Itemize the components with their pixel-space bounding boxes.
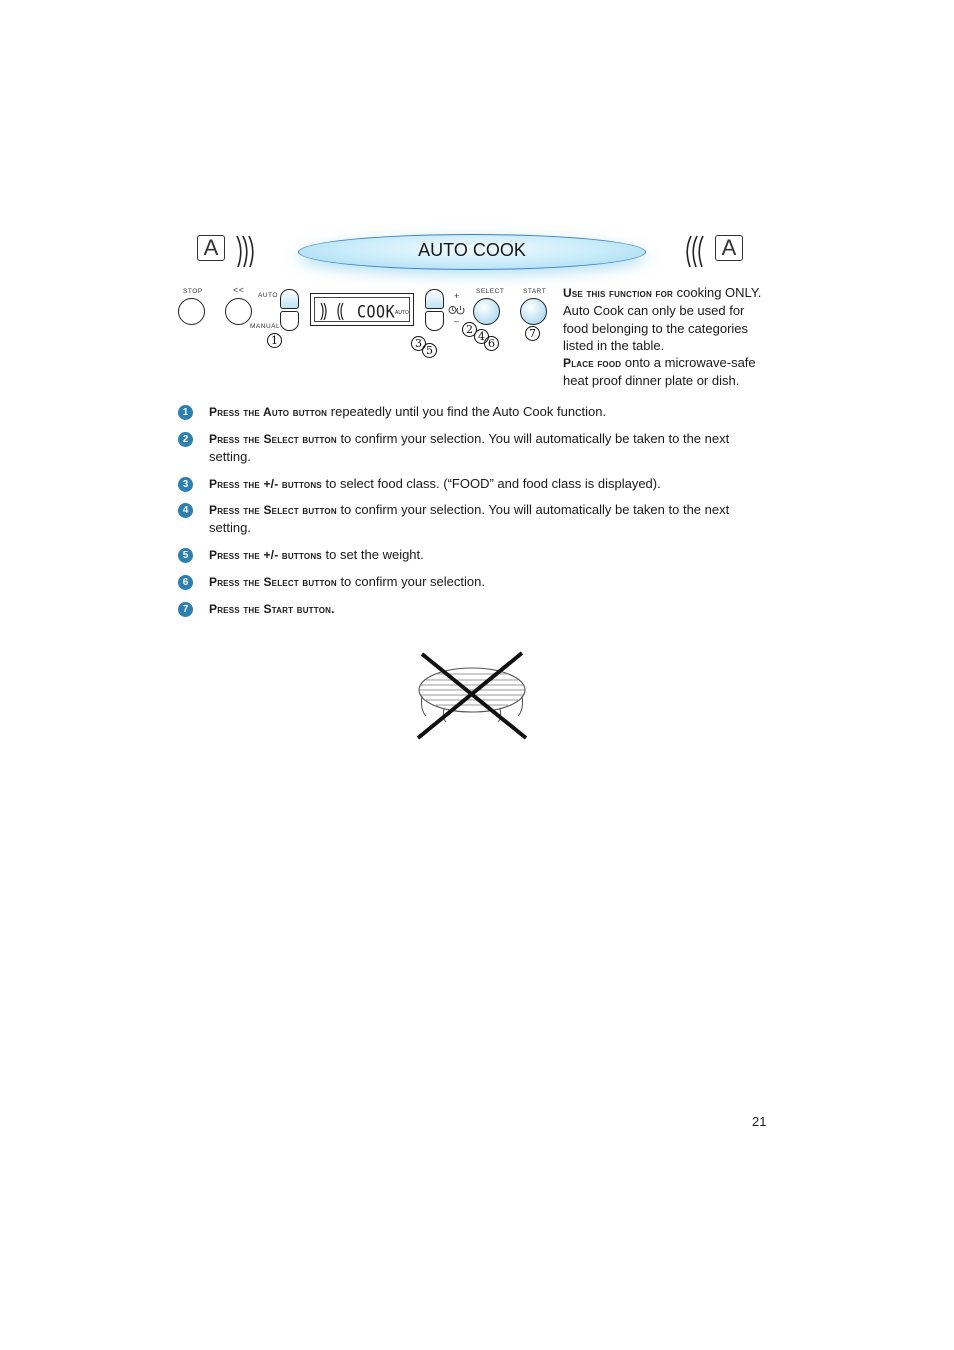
step-text <box>209 403 769 421</box>
step-lead: Press the Select button <box>209 575 337 589</box>
page-title: AUTO COOK <box>418 240 526 260</box>
step-body: to select food class. (“FOOD” and food class is displayed). <box>325 476 661 491</box>
auto-badge-right-icon <box>715 235 743 261</box>
callout-number: 2 <box>462 322 477 337</box>
step-body: to set the weight. <box>325 547 424 562</box>
step-text <box>209 501 769 537</box>
callout-1 <box>267 333 282 348</box>
clock-power-icon <box>448 305 466 315</box>
minus-label: – <box>454 316 460 326</box>
page-number: 21 <box>752 1114 767 1129</box>
step-text <box>209 430 769 466</box>
microwave-waves-right-icon <box>682 234 706 270</box>
step-number: 3 <box>178 477 193 492</box>
manual-button[interactable] <box>280 311 299 331</box>
callout-number: 7 <box>525 326 540 341</box>
select-button[interactable] <box>473 298 500 325</box>
select-label: SELECT <box>476 288 505 295</box>
step-text <box>209 600 769 618</box>
step-number: 1 <box>178 405 193 420</box>
step-lead: Press the Select button <box>209 503 337 517</box>
step-body: repeatedly until you find the Auto Cook function. <box>330 404 607 419</box>
minus-button[interactable] <box>425 311 444 331</box>
microwave-waves-left-icon <box>234 234 258 270</box>
callout-5 <box>422 343 437 358</box>
callout-number: 6 <box>484 336 499 351</box>
lcd-text: COOK <box>357 302 396 322</box>
intro-p2-rest: onto a microwave-safe heat proof dinner plate or dish. <box>563 355 756 389</box>
step-body: to confirm your selection. You will automatically be taken to the next setting. <box>209 431 730 464</box>
auto-badge-left-icon <box>197 235 225 261</box>
auto-button[interactable] <box>280 289 299 309</box>
stop-button[interactable] <box>178 298 205 325</box>
intro-p1-lead: Use this function for <box>563 286 673 300</box>
auto-badge-letter: A <box>203 235 219 260</box>
auto-manual-rocker[interactable] <box>280 289 299 331</box>
auto-label: AUTO <box>258 292 278 299</box>
intro-p1-rest: cooking ONLY. Auto Cook can only be used for food belonging to the categories listed in the table. <box>563 285 762 353</box>
step-lead: Press the Select button <box>209 432 337 446</box>
stop-label: STOP <box>183 288 203 295</box>
callout-7 <box>525 326 540 341</box>
callout-number: 3 <box>411 336 426 351</box>
step-text <box>209 475 769 493</box>
callout-number: 1 <box>267 333 282 348</box>
crossed-out-wire-rack-icon <box>414 650 530 742</box>
plus-minus-rocker[interactable] <box>425 289 444 331</box>
step-lead: Press the Auto button <box>209 405 328 419</box>
lcd-frame <box>314 297 410 322</box>
start-label: START <box>523 288 547 295</box>
step-number: 7 <box>178 602 193 617</box>
callout-6 <box>484 336 499 351</box>
start-button[interactable] <box>520 298 547 325</box>
step-number: 2 <box>178 432 193 447</box>
manual-label: MANUAL <box>250 323 281 330</box>
intro-p2-lead: Place food <box>563 356 622 371</box>
step-lead: Press the +/- buttons <box>209 477 322 491</box>
step-number: 5 <box>178 548 193 563</box>
intro-text <box>563 284 773 390</box>
step-text <box>209 546 769 564</box>
callout-number: 4 <box>474 329 489 344</box>
step-lead: Press the Start button. <box>209 602 335 616</box>
step-body: to confirm your selection. <box>340 574 485 589</box>
callout-number: 5 <box>422 343 437 358</box>
back-button[interactable] <box>225 298 252 325</box>
back-label: << <box>233 285 245 295</box>
step-number: 6 <box>178 575 193 590</box>
step-lead: Press the +/- buttons <box>209 548 322 562</box>
microwave-symbol-icon <box>318 302 348 322</box>
lcd-mode: AUTO <box>395 310 409 316</box>
lcd-display <box>310 293 414 326</box>
plus-label: + <box>454 291 460 301</box>
step-number: 4 <box>178 503 193 518</box>
step-body: to confirm your selection. You will automatically be taken to the next setting. <box>209 502 730 535</box>
auto-badge-letter: A <box>721 235 737 260</box>
plus-button[interactable] <box>425 289 444 309</box>
step-text <box>209 573 769 591</box>
